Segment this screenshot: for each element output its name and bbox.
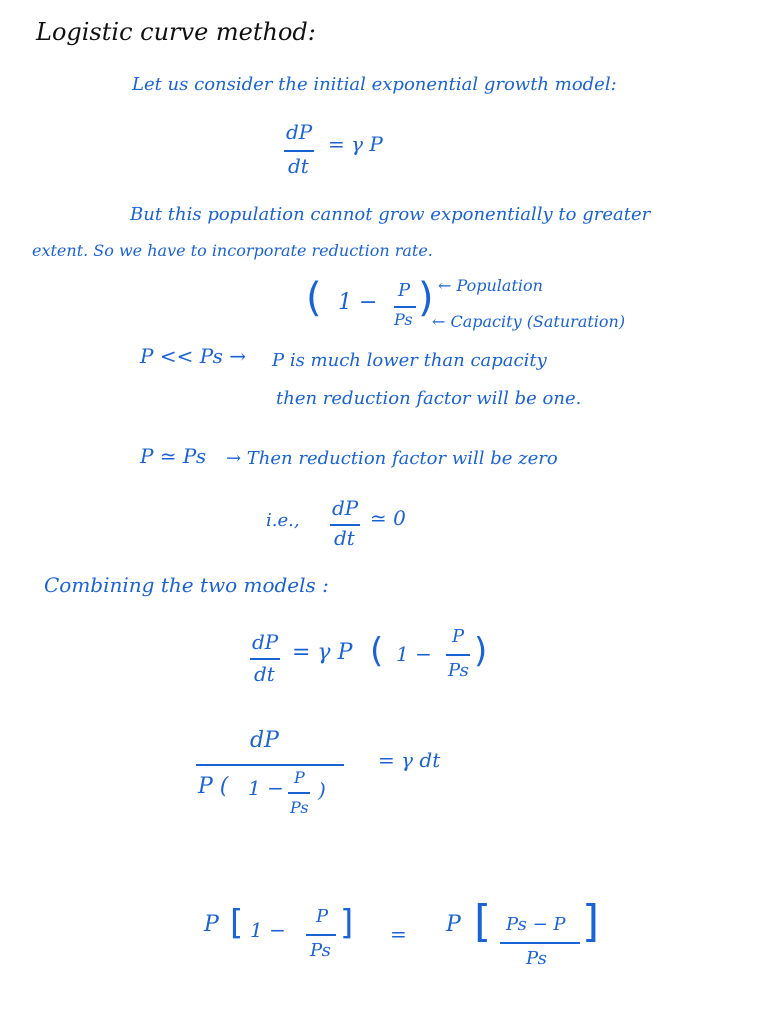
ie-label: i.e., [266, 510, 300, 531]
rf-note-population: ← Population [438, 276, 543, 295]
eq2-close-paren: ) [474, 631, 488, 671]
eq2-inner-bar [446, 654, 470, 656]
eq4-rhs-denominator: Ps [526, 948, 547, 969]
case1-condition: P << Ps → [140, 344, 246, 368]
combining-heading: Combining the two models : [44, 573, 329, 597]
paragraph-line-2: extent. So we have to incorporate reduction rate. [32, 241, 433, 260]
case2-condition: P ≃ Ps [140, 444, 207, 468]
eq4-rhs-p: P [446, 912, 461, 937]
rf-denominator: Ps [394, 310, 413, 329]
case1-text-line-2: then reduction factor will be one. [276, 388, 582, 409]
eq4-lhs-open: [ [230, 903, 244, 943]
eq3-den-close: ) [318, 778, 326, 802]
ie-rhs: ≃ 0 [370, 506, 406, 530]
ie-numerator: dP [332, 496, 359, 520]
eq4-lhs-close: ] [340, 903, 354, 943]
rf-open-paren: ( [306, 275, 322, 321]
eq3-den-bar [288, 792, 310, 794]
rf-numerator: P [398, 280, 411, 301]
eq4-rhs-bar [500, 942, 580, 944]
paragraph-line-1: But this population cannot grow exponentially to greater [130, 204, 651, 225]
eq4-lhs-denominator: Ps [310, 940, 331, 961]
eq2-fraction-bar [250, 658, 280, 660]
eq2-inner-denominator: Ps [448, 660, 469, 681]
case2-text: → Then reduction factor will be zero [226, 448, 558, 469]
eq4-rhs-open: [ [474, 896, 492, 947]
eq1-rhs: = γ P [328, 132, 383, 156]
page-title: Logistic curve method: [36, 18, 316, 46]
eq4-rhs-close: ] [582, 896, 600, 947]
rf-fraction-bar [394, 306, 416, 308]
eq2-rhs: = γ P [292, 640, 353, 665]
eq3-numerator: dP [250, 728, 279, 753]
eq3-den-left: P ( [198, 774, 229, 799]
eq3-fraction-bar [196, 764, 344, 766]
eq2-inner-numerator: P [452, 626, 465, 647]
eq1-denominator: dt [288, 154, 309, 178]
eq4-rhs-numerator: Ps − P [506, 914, 566, 935]
eq2-denominator: dt [254, 662, 275, 686]
eq1-fraction-bar [284, 150, 314, 152]
ie-denominator: dt [334, 526, 355, 550]
case1-text: P is much lower than capacity [272, 350, 547, 371]
eq2-one-minus: 1 − [396, 642, 432, 666]
eq4-lhs-p: P [204, 912, 219, 937]
intro-text: Let us consider the initial exponential growth model: [132, 74, 617, 95]
eq4-lhs-bar [306, 934, 336, 936]
rf-close-paren: ) [418, 275, 434, 321]
eq4-lhs-one-minus: 1 − [250, 918, 286, 942]
eq4-lhs-numerator: P [316, 906, 329, 927]
eq1-numerator: dP [286, 120, 313, 144]
rf-one-minus: 1 − [338, 290, 378, 315]
eq3-rhs: = γ dt [378, 748, 441, 772]
eq2-numerator: dP [252, 630, 279, 654]
rf-note-capacity: ← Capacity (Saturation) [432, 312, 626, 331]
eq3-den-denominator: Ps [290, 798, 309, 817]
eq4-equals: = [390, 922, 407, 946]
eq3-den-one-minus: 1 − [248, 776, 284, 800]
eq3-den-numerator: P [294, 768, 305, 787]
eq2-open-paren: ( [370, 631, 384, 671]
